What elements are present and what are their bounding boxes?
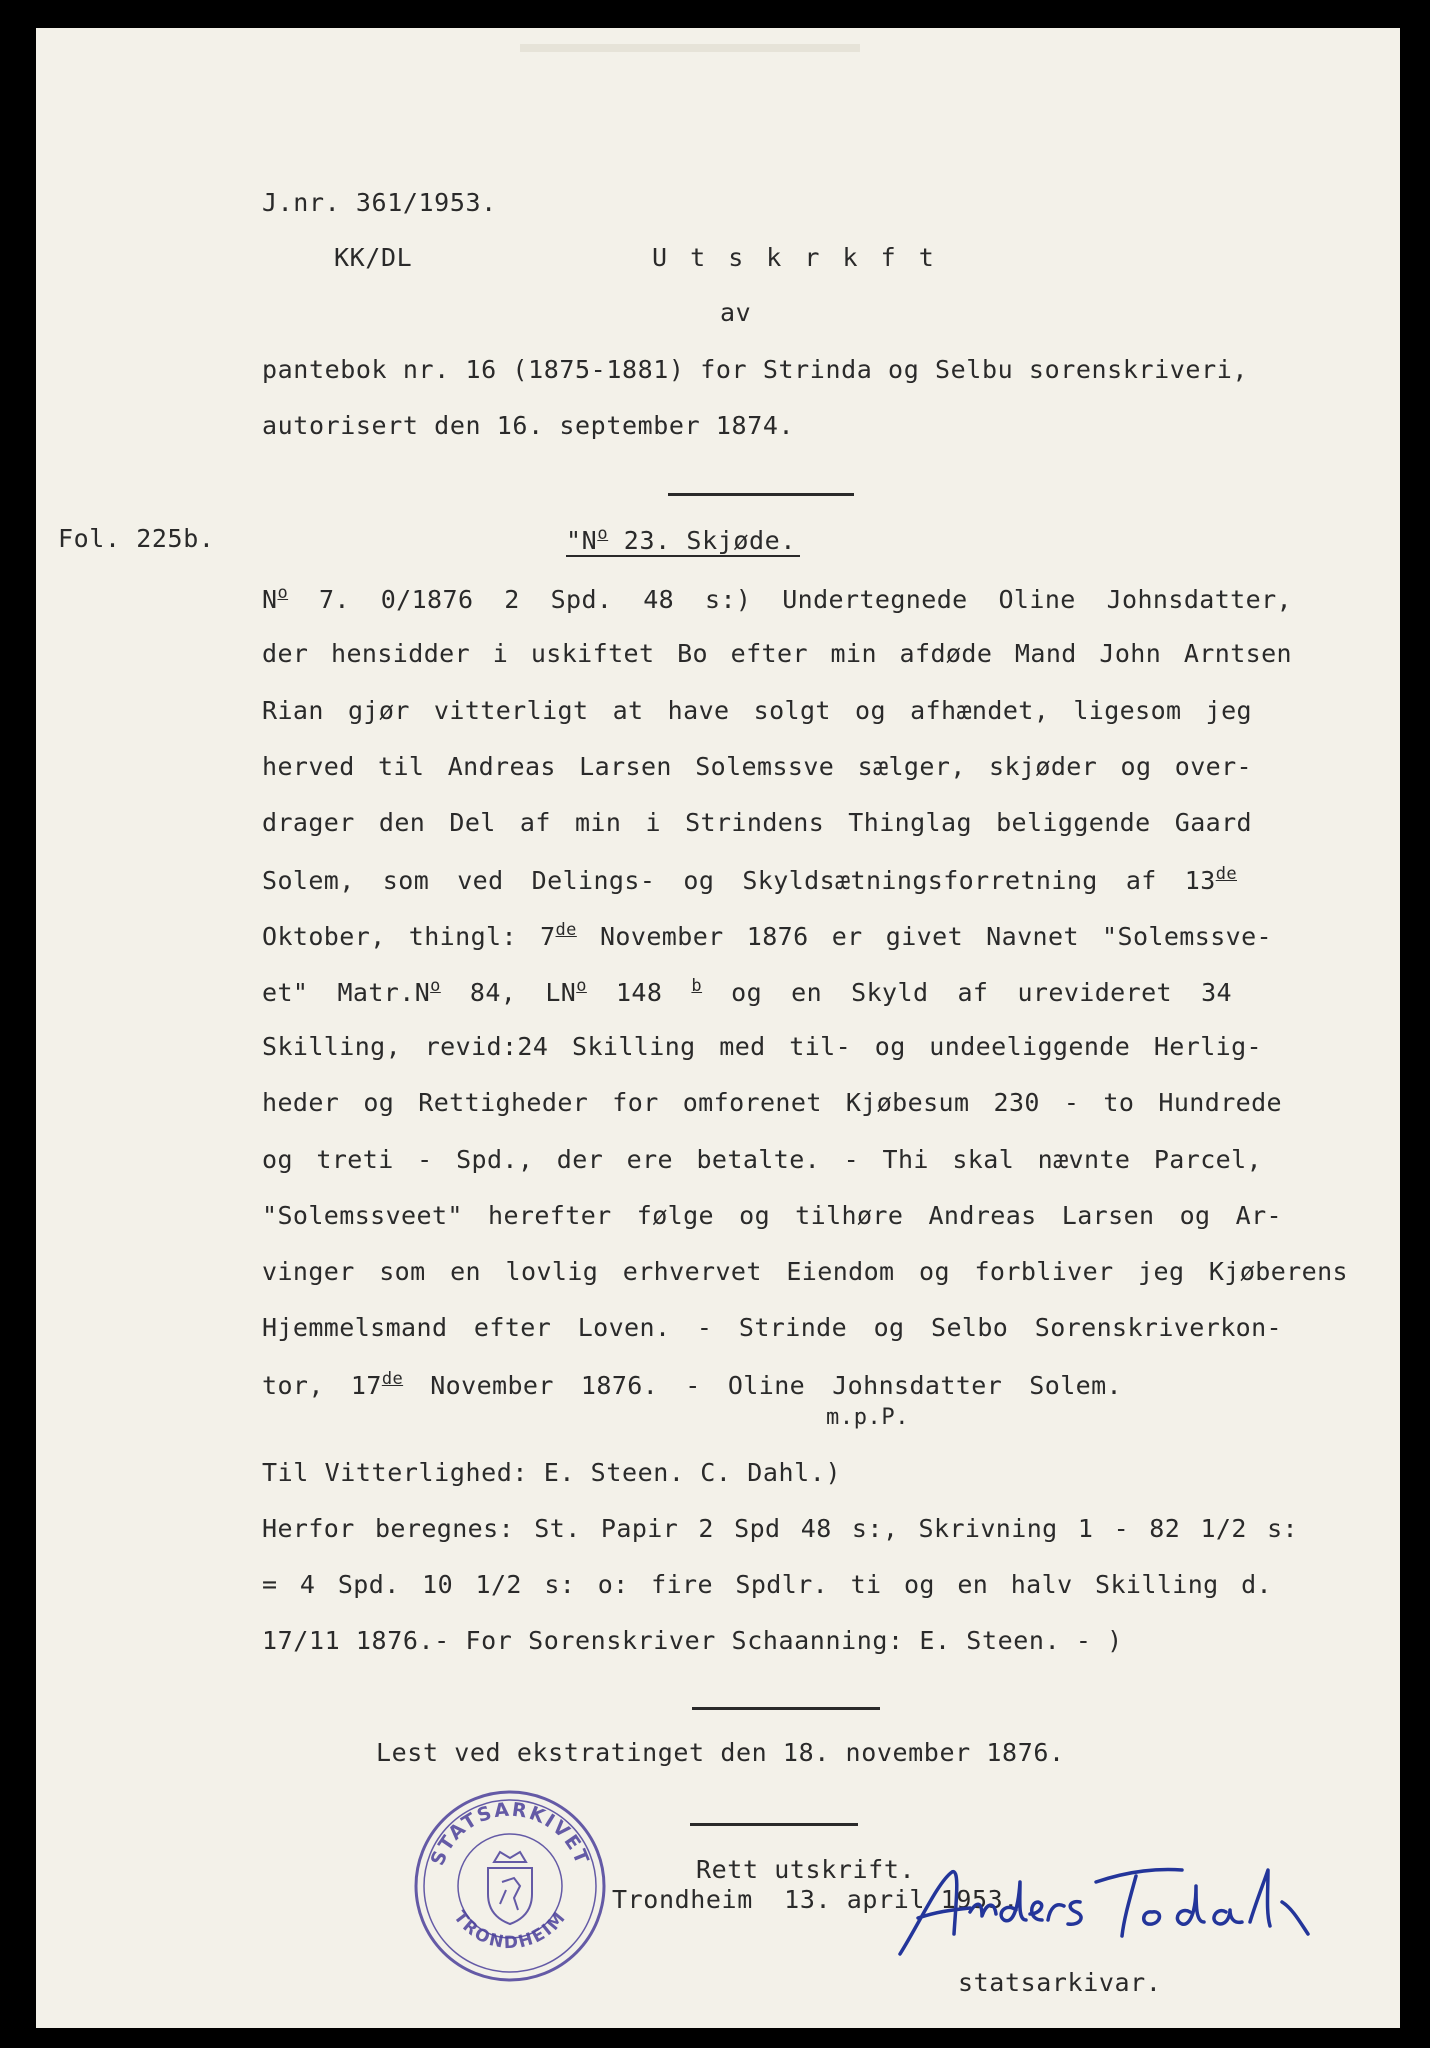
official-title: statsarkivar. bbox=[958, 1968, 1162, 1997]
faint-header-mark bbox=[520, 44, 860, 52]
svg-text:TRONDHEIM: TRONDHEIM bbox=[449, 1907, 571, 1954]
deed-line-6: Solem, som ved Delings- og Skyldsætningsforretning af 13de bbox=[262, 864, 1237, 895]
deed-line-11: og treti - Spd., der ere betalte. - Thi skal nævnte Parcel, bbox=[262, 1145, 1262, 1174]
deed-line-5: drager den Del af min i Strindens Thinglag beliggende Gaard bbox=[262, 808, 1252, 837]
place-date: Trondheim 13. april 1953. bbox=[612, 1885, 1019, 1914]
divider-3 bbox=[690, 1823, 858, 1826]
deed-line-15: tor, 17de November 1876. - Oline Johnsdatter Solem. bbox=[262, 1369, 1122, 1400]
folio-reference: Fol. 225b. bbox=[58, 524, 215, 553]
read-note: Lest ved ekstratinget den 18. november 1876. bbox=[376, 1738, 1065, 1767]
fee-line-2: = 4 Spd. 10 1/2 s: o: fire Spdlr. ti og en halv Skilling d. bbox=[262, 1570, 1272, 1599]
journal-number: J.nr. 361/1953. bbox=[262, 188, 497, 217]
initials: KK/DL bbox=[334, 243, 413, 272]
svg-text:STATSARKIVET: STATSARKIVET bbox=[426, 1798, 594, 1869]
title-av: av bbox=[720, 298, 752, 327]
deed-line-8: et" $Matr.N^o$ 84, $LN^o$ 148 $^b$ og en Skyld af urevideret 34 bbox=[262, 976, 1232, 1007]
intro-line-2: autorisert den 16. september 1874. bbox=[262, 411, 795, 440]
fee-line-1: Herfor beregnes: St. Papir 2 Spd 48 s:, Skrivning 1 - 82 1/2 s: bbox=[262, 1514, 1298, 1543]
rett-utskrift: Rett utskrift. bbox=[696, 1855, 916, 1884]
deed-line-3: Rian gjør vitterligt at have solgt og afhændet, ligesom jeg bbox=[262, 696, 1252, 725]
document-page bbox=[36, 28, 1400, 2028]
deed-line-7: Oktober, thingl: 7de November 1876 er givet Navnet "Solemssve- bbox=[262, 920, 1273, 951]
deed-line-12: "Solemssveet" herefter følge og tilhøre Andreas Larsen og Ar- bbox=[262, 1201, 1282, 1230]
deed-line-2: der hensidder i uskiftet Bo efter min afdøde Mand John Arntsen bbox=[262, 639, 1292, 668]
svg-text:Anders Todal: Anders Todal bbox=[890, 1842, 898, 1843]
mpp-note: m.p.P. bbox=[826, 1405, 910, 1430]
deed-line-14: Hjemmelsmand efter Loven. - Strinde og Selbo Sorenskriverkon- bbox=[262, 1313, 1282, 1342]
witness-line: Til Vitterlighed: E. Steen. C. Dahl.) bbox=[262, 1458, 842, 1487]
deed-line-1: $N^o$ 7. 0/1876 2 Spd. 48 s:) Undertegnede Oline Johnsdatter, bbox=[262, 583, 1292, 614]
divider-2 bbox=[692, 1707, 880, 1710]
deed-line-13: vinger som en lovlig erhvervet Eiendom og forbliver jeg Kjøberens bbox=[262, 1257, 1348, 1286]
fee-line-3: 17/11 1876.- For Sorenskriver Schaanning: E. Steen. - ) bbox=[262, 1626, 1123, 1655]
deed-line-9: Skilling, revid:24 Skilling med til- og undeeliggende Herlig- bbox=[262, 1032, 1262, 1061]
divider-1 bbox=[668, 493, 854, 496]
heading-underline bbox=[566, 555, 800, 557]
deed-line-4: herved til Andreas Larsen Solemssve sælger, skjøder og over- bbox=[262, 752, 1252, 781]
archive-seal-stamp bbox=[410, 1786, 610, 1986]
deed-line-10: heder og Rettigheder for omforenet Kjøbesum 230 - to Hundrede bbox=[262, 1088, 1282, 1117]
intro-line-1: pantebok nr. 16 (1875-1881) for Strinda og Selbu sorenskriveri, bbox=[262, 355, 1249, 384]
handwritten-signature bbox=[890, 1842, 1320, 1962]
document-title: U t s k r k f t bbox=[652, 243, 938, 272]
deed-heading: "$N^o$ 23. Skjøde. bbox=[566, 524, 796, 555]
